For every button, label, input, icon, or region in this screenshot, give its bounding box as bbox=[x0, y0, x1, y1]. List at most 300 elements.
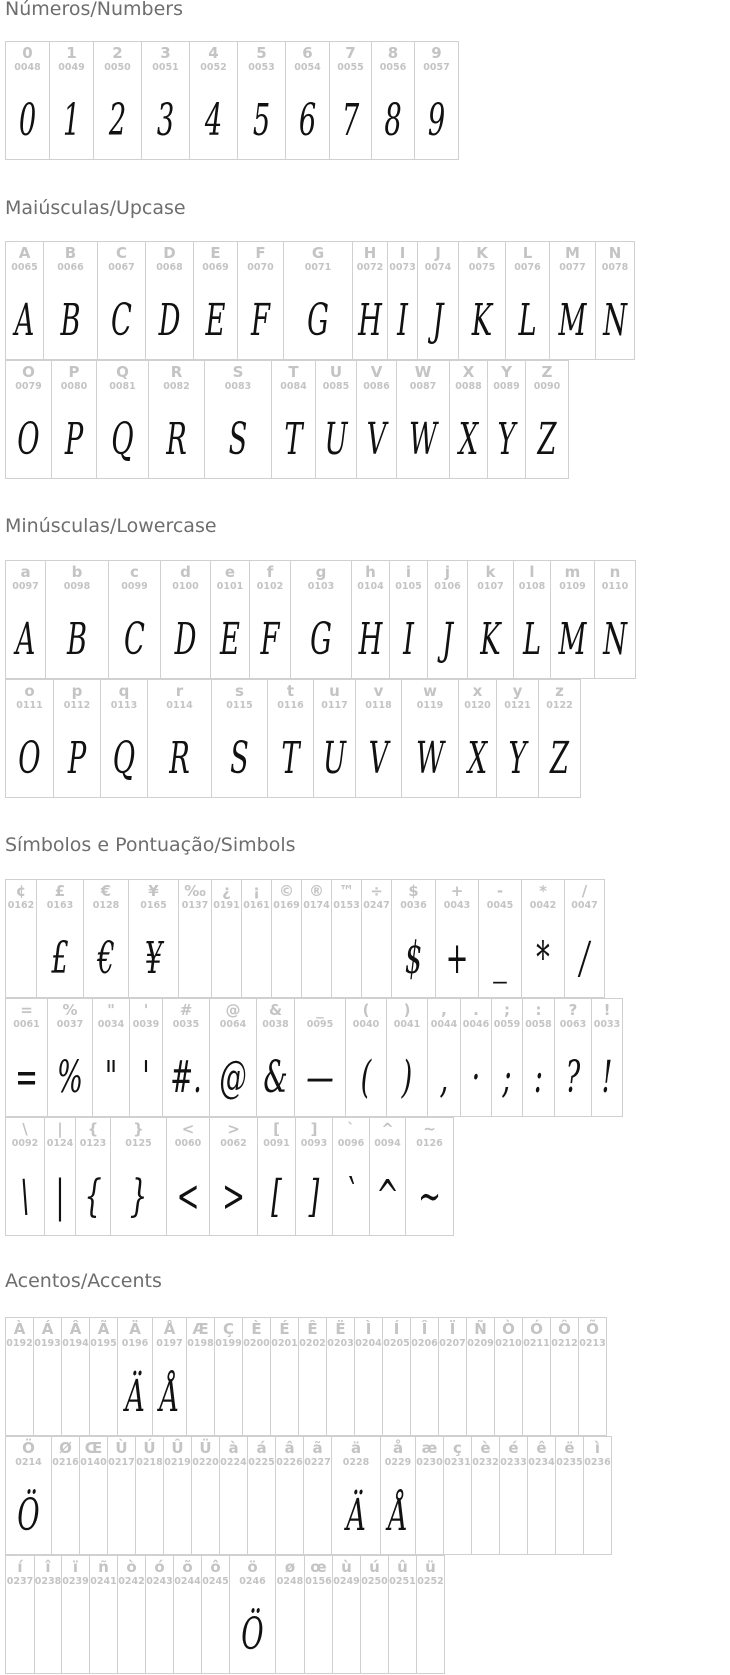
character-code: 0104 bbox=[357, 581, 384, 592]
glyph-cell bbox=[52, 1437, 80, 1555]
character-code: 0163 bbox=[46, 900, 74, 911]
character-label: Z bbox=[541, 363, 553, 381]
character-code: 0169 bbox=[273, 900, 300, 911]
glyph-cell bbox=[272, 361, 316, 479]
character-label: J bbox=[435, 244, 441, 262]
character-code: 0248 bbox=[276, 1576, 304, 1587]
glyph-cell bbox=[596, 242, 635, 360]
glyph-sample: X bbox=[467, 732, 488, 784]
character-code: 0117 bbox=[321, 700, 348, 711]
glyph-cell bbox=[190, 42, 238, 160]
glyph-sample: N bbox=[603, 613, 627, 665]
character-label: å bbox=[392, 1439, 404, 1457]
character-label: C bbox=[115, 244, 127, 262]
character-label: O bbox=[22, 363, 35, 381]
character-code: 0243 bbox=[146, 1576, 173, 1587]
character-label: Ù bbox=[115, 1439, 128, 1457]
character-label: ô bbox=[210, 1558, 221, 1576]
character-code: 0090 bbox=[533, 381, 561, 392]
glyph-cell bbox=[302, 880, 332, 998]
character-code: 0232 bbox=[472, 1457, 499, 1468]
glyph-cell bbox=[37, 880, 84, 998]
glyph-cell bbox=[556, 1437, 584, 1555]
glyph-cell bbox=[210, 999, 257, 1117]
character-label: Ü bbox=[199, 1439, 212, 1457]
character-code: 0047 bbox=[571, 900, 598, 911]
character-code: 0213 bbox=[579, 1338, 606, 1349]
character-label: i bbox=[405, 563, 412, 581]
character-code: 0109 bbox=[559, 581, 586, 592]
character-code: 0153 bbox=[333, 900, 360, 911]
glyph-cell bbox=[497, 680, 539, 798]
character-code: 0225 bbox=[248, 1457, 275, 1468]
character-label: ü bbox=[425, 1558, 436, 1576]
character-code: 0091 bbox=[263, 1138, 290, 1149]
character-label: % bbox=[62, 1001, 78, 1019]
glyph-cell bbox=[268, 680, 314, 798]
character-label: Ñ bbox=[474, 1320, 487, 1338]
glyph-cell bbox=[6, 1556, 35, 1674]
character-label: ö bbox=[247, 1558, 258, 1576]
character-code: 0140 bbox=[80, 1457, 107, 1468]
glyph-cell bbox=[584, 1437, 612, 1555]
character-code: 0110 bbox=[601, 581, 629, 592]
glyph-sample: R bbox=[166, 413, 187, 465]
character-label: ÷ bbox=[370, 882, 383, 900]
character-code: 0098 bbox=[63, 581, 91, 592]
character-label: á bbox=[256, 1439, 267, 1457]
character-code: 0228 bbox=[342, 1457, 370, 1468]
character-label: M bbox=[565, 244, 580, 262]
character-code: 0050 bbox=[104, 62, 131, 73]
character-label: m bbox=[564, 563, 581, 581]
glyph-cell bbox=[187, 1318, 215, 1436]
character-code: 0245 bbox=[202, 1576, 229, 1587]
character-label: c bbox=[130, 563, 139, 581]
glyph-cell bbox=[459, 242, 506, 360]
glyph-cell bbox=[98, 242, 146, 360]
character-code: 0099 bbox=[121, 581, 148, 592]
character-code: 0237 bbox=[6, 1576, 34, 1587]
character-code: 0128 bbox=[92, 900, 120, 911]
glyph-sample: O bbox=[17, 413, 40, 465]
glyph-cell bbox=[35, 1556, 62, 1674]
glyph-cell bbox=[163, 999, 210, 1117]
character-code: 0122 bbox=[546, 700, 573, 711]
character-label: [ bbox=[273, 1120, 280, 1138]
glyph-sample: ! bbox=[601, 1051, 613, 1103]
character-code: 0036 bbox=[400, 900, 427, 911]
glyph-cell bbox=[353, 242, 388, 360]
glyph-sample: U bbox=[324, 413, 348, 465]
glyph-sample: 4 bbox=[204, 94, 223, 146]
character-code: 0234 bbox=[528, 1457, 555, 1468]
character-code: 0196 bbox=[121, 1338, 149, 1349]
glyph-cell bbox=[90, 1318, 118, 1436]
character-code: 0114 bbox=[166, 700, 193, 711]
character-label: ¥ bbox=[148, 882, 159, 900]
character-code: 0055 bbox=[337, 62, 364, 73]
glyph-sample: $ bbox=[404, 932, 423, 984]
character-code: 0076 bbox=[514, 262, 541, 273]
character-label: Ì bbox=[365, 1320, 372, 1338]
character-label: Ä bbox=[129, 1320, 141, 1338]
glyph-cell bbox=[468, 561, 514, 679]
character-label: â bbox=[284, 1439, 295, 1457]
glyph-sample: 7 bbox=[341, 94, 360, 146]
character-label: 2 bbox=[112, 44, 123, 62]
character-code: 0105 bbox=[395, 581, 422, 592]
character-code: 0205 bbox=[383, 1338, 410, 1349]
character-label: Ç bbox=[222, 1320, 234, 1338]
character-label: € bbox=[100, 882, 112, 900]
character-label: œ bbox=[310, 1558, 327, 1576]
character-code: 0244 bbox=[174, 1576, 201, 1587]
glyph-cell bbox=[211, 561, 250, 679]
character-label: ç bbox=[453, 1439, 462, 1457]
character-label: q bbox=[118, 682, 130, 700]
glyph-cell bbox=[528, 1437, 556, 1555]
character-code: 0035 bbox=[172, 1019, 200, 1030]
character-label: 1 bbox=[66, 44, 77, 62]
character-label: P bbox=[68, 363, 80, 381]
glyph-row bbox=[5, 879, 605, 998]
glyph-cell bbox=[372, 42, 415, 160]
character-label: 7 bbox=[345, 44, 356, 62]
glyph-cell bbox=[355, 1318, 383, 1436]
glyph-sample: P bbox=[67, 732, 87, 784]
glyph-cell bbox=[333, 1118, 370, 1236]
character-code: 0161 bbox=[243, 900, 270, 911]
character-label: î bbox=[45, 1558, 51, 1576]
character-label: w bbox=[423, 682, 437, 700]
character-code: 0124 bbox=[46, 1138, 74, 1149]
glyph-cell bbox=[50, 42, 94, 160]
character-code: 0102 bbox=[256, 581, 284, 592]
character-label: ò bbox=[126, 1558, 137, 1576]
glyph-sample: Ä bbox=[346, 1489, 366, 1541]
glyph-cell bbox=[314, 680, 356, 798]
character-code: 0156 bbox=[305, 1576, 332, 1587]
character-label: À bbox=[13, 1320, 26, 1338]
glyph-sample: A bbox=[15, 613, 36, 665]
glyph-cell bbox=[258, 1118, 296, 1236]
glyph-cell bbox=[44, 242, 98, 360]
character-label: _ bbox=[316, 1001, 324, 1019]
character-code: 0068 bbox=[156, 262, 183, 273]
glyph-cell bbox=[272, 880, 302, 998]
glyph-sample: W bbox=[415, 732, 445, 784]
character-label: a bbox=[20, 563, 31, 581]
glyph-row bbox=[5, 1317, 607, 1436]
character-label: Í bbox=[393, 1320, 400, 1338]
glyph-cell bbox=[352, 561, 390, 679]
glyph-sample: } bbox=[129, 1170, 148, 1222]
character-label: " bbox=[107, 1001, 115, 1019]
character-label: ] bbox=[310, 1120, 318, 1138]
character-code: 0123 bbox=[79, 1138, 107, 1149]
glyph-sample: = bbox=[15, 1051, 38, 1103]
glyph-sample: Z bbox=[550, 732, 569, 784]
character-code: 0206 bbox=[411, 1338, 438, 1349]
glyph-cell bbox=[514, 561, 551, 679]
character-code: 0239 bbox=[62, 1576, 89, 1587]
glyph-cell bbox=[415, 42, 459, 160]
glyph-cell bbox=[97, 361, 149, 479]
glyph-cell bbox=[6, 1437, 52, 1555]
character-label: G bbox=[311, 244, 325, 262]
character-label: æ bbox=[421, 1439, 438, 1457]
glyph-cell bbox=[164, 1437, 192, 1555]
glyph-cell bbox=[118, 1318, 153, 1436]
character-code: 0197 bbox=[156, 1338, 183, 1349]
character-label: ¢ bbox=[15, 882, 27, 900]
glyph-sample: 8 bbox=[384, 94, 402, 146]
character-code: 0057 bbox=[423, 62, 450, 73]
glyph-sample: £ bbox=[51, 932, 69, 984]
character-code: 0034 bbox=[97, 1019, 125, 1030]
character-code: 0202 bbox=[299, 1338, 326, 1349]
glyph-sample: X bbox=[458, 413, 479, 465]
glyph-cell bbox=[146, 1556, 174, 1674]
glyph-sample: P bbox=[64, 413, 84, 465]
character-label: ! bbox=[603, 1001, 611, 1019]
character-label: ä bbox=[350, 1439, 362, 1457]
character-code: 0231 bbox=[444, 1457, 471, 1468]
glyph-sample: B bbox=[60, 294, 81, 346]
character-code: 0061 bbox=[13, 1019, 40, 1030]
character-label: Â bbox=[69, 1320, 82, 1338]
glyph-sample: { bbox=[84, 1170, 102, 1222]
glyph-sample: E bbox=[205, 294, 226, 346]
character-label: x bbox=[472, 682, 483, 700]
character-label: j bbox=[444, 563, 451, 581]
character-label: : bbox=[535, 1001, 542, 1019]
character-label: Á bbox=[41, 1320, 54, 1338]
character-code: 0092 bbox=[11, 1138, 39, 1149]
glyph-cell bbox=[194, 242, 238, 360]
character-code: 0086 bbox=[363, 381, 390, 392]
character-code: 0080 bbox=[60, 381, 88, 392]
glyph-cell bbox=[84, 880, 129, 998]
character-label: X bbox=[462, 363, 475, 381]
glyph-cell bbox=[146, 242, 194, 360]
glyph-sample: 1 bbox=[62, 94, 81, 146]
character-label: + bbox=[450, 882, 464, 900]
glyph-cell bbox=[6, 1118, 45, 1236]
character-code: 0065 bbox=[11, 262, 38, 273]
character-code: 0043 bbox=[443, 900, 471, 911]
glyph-cell bbox=[48, 999, 93, 1117]
character-label: * bbox=[539, 882, 547, 900]
glyph-sample: Z bbox=[537, 413, 557, 465]
character-code: 0077 bbox=[559, 262, 586, 273]
character-code: 0072 bbox=[356, 262, 384, 273]
character-label: ó bbox=[154, 1558, 165, 1576]
character-code: 0247 bbox=[363, 900, 390, 911]
glyph-sample: ( bbox=[360, 1051, 372, 1103]
character-code: 0052 bbox=[200, 62, 227, 73]
character-code: 0229 bbox=[384, 1457, 412, 1468]
character-code: 0174 bbox=[303, 900, 330, 911]
character-label: T bbox=[288, 363, 299, 381]
glyph-row bbox=[5, 41, 459, 160]
character-code: 0054 bbox=[294, 62, 321, 73]
section-title: Minúsculas/Lowercase bbox=[5, 515, 217, 537]
character-label: Ö bbox=[22, 1439, 35, 1457]
glyph-cell bbox=[142, 42, 190, 160]
glyph-cell bbox=[238, 242, 284, 360]
character-label: L bbox=[522, 244, 533, 262]
glyph-cell bbox=[299, 1318, 327, 1436]
glyph-cell bbox=[108, 1437, 136, 1555]
character-code: 0214 bbox=[15, 1457, 42, 1468]
glyph-cell bbox=[174, 1556, 202, 1674]
character-code: 0048 bbox=[14, 62, 41, 73]
glyph-cell bbox=[416, 1437, 444, 1555]
character-label: è bbox=[480, 1439, 491, 1457]
glyph-sample: Q bbox=[111, 413, 134, 465]
character-label: õ bbox=[182, 1558, 193, 1576]
character-code: 0246 bbox=[239, 1576, 266, 1587]
character-label: ; bbox=[504, 1001, 510, 1019]
character-label: ) bbox=[403, 1001, 411, 1019]
glyph-sample: I bbox=[397, 294, 408, 346]
character-label: ñ bbox=[98, 1558, 109, 1576]
character-code: 0094 bbox=[374, 1138, 401, 1149]
character-code: 0079 bbox=[15, 381, 42, 392]
character-code: 0084 bbox=[280, 381, 307, 392]
character-label: 9 bbox=[431, 44, 442, 62]
character-label: Ú bbox=[143, 1439, 156, 1457]
glyph-cell bbox=[296, 1118, 333, 1236]
character-code: 0049 bbox=[58, 62, 85, 73]
character-code: 0042 bbox=[529, 900, 557, 911]
glyph-cell bbox=[439, 1318, 467, 1436]
character-label: ê bbox=[536, 1439, 547, 1457]
glyph-sample: S bbox=[228, 413, 248, 465]
glyph-cell bbox=[62, 1318, 90, 1436]
character-code: 0041 bbox=[393, 1019, 421, 1030]
character-code: 0217 bbox=[108, 1457, 135, 1468]
glyph-cell bbox=[286, 42, 330, 160]
character-label: Ã bbox=[97, 1320, 110, 1338]
character-label: o bbox=[24, 682, 35, 700]
glyph-sample: — bbox=[306, 1051, 334, 1103]
character-code: 0088 bbox=[455, 381, 482, 392]
character-code: 0126 bbox=[416, 1138, 443, 1149]
glyph-cell bbox=[6, 1318, 34, 1436]
glyph-cell bbox=[46, 561, 109, 679]
glyph-cell bbox=[80, 1437, 108, 1555]
character-code: 0194 bbox=[62, 1338, 89, 1349]
glyph-cell bbox=[316, 361, 357, 479]
character-code: 0204 bbox=[355, 1338, 382, 1349]
character-label: Ø bbox=[59, 1439, 72, 1457]
glyph-sample: @ bbox=[219, 1051, 247, 1103]
glyph-cell bbox=[472, 1437, 500, 1555]
glyph-sample: ^ bbox=[376, 1170, 399, 1222]
glyph-sample: K bbox=[471, 294, 493, 346]
character-label: ? bbox=[568, 1001, 578, 1019]
character-code: 0074 bbox=[424, 262, 452, 273]
glyph-cell bbox=[459, 680, 497, 798]
character-label: d bbox=[180, 563, 191, 581]
character-code: 0112 bbox=[63, 700, 91, 711]
character-code: 0111 bbox=[16, 700, 43, 711]
character-label: ‰ bbox=[184, 882, 206, 900]
character-label: < bbox=[181, 1120, 195, 1138]
character-code: 0083 bbox=[224, 381, 252, 392]
character-code: 0162 bbox=[7, 900, 35, 911]
glyph-cell bbox=[304, 1437, 332, 1555]
character-label: ì bbox=[594, 1439, 601, 1457]
character-label: Œ bbox=[84, 1439, 103, 1457]
character-code: 0060 bbox=[174, 1138, 202, 1149]
glyph-cell bbox=[523, 999, 555, 1117]
glyph-cell bbox=[526, 361, 569, 479]
glyph-cell bbox=[500, 1437, 528, 1555]
glyph-sample: ¥ bbox=[144, 932, 163, 984]
glyph-cell bbox=[397, 361, 450, 479]
character-label: ï bbox=[72, 1558, 79, 1576]
glyph-sample: D bbox=[174, 613, 197, 665]
glyph-cell bbox=[161, 561, 211, 679]
glyph-cell bbox=[551, 1318, 579, 1436]
character-label: à bbox=[228, 1439, 239, 1457]
character-code: 0039 bbox=[132, 1019, 160, 1030]
glyph-sample: Ö bbox=[241, 1608, 264, 1660]
character-code: 0093 bbox=[300, 1138, 328, 1149]
character-code: 0212 bbox=[551, 1338, 578, 1349]
glyph-cell bbox=[461, 999, 492, 1117]
glyph-cell bbox=[6, 680, 54, 798]
character-label: S bbox=[232, 363, 244, 381]
character-code: 0249 bbox=[333, 1576, 360, 1587]
glyph-row bbox=[5, 560, 636, 679]
glyph-sample: 5 bbox=[252, 94, 271, 146]
character-label: l bbox=[529, 563, 535, 581]
character-code: 0040 bbox=[352, 1019, 380, 1030]
glyph-cell bbox=[210, 1118, 258, 1236]
character-code: 0216 bbox=[52, 1457, 79, 1468]
glyph-sample: € bbox=[97, 932, 115, 984]
glyph-sample: : bbox=[533, 1051, 544, 1103]
character-code: 0137 bbox=[181, 900, 209, 911]
glyph-sample: ' bbox=[142, 1051, 150, 1103]
character-code: 0230 bbox=[416, 1457, 443, 1468]
glyph-cell bbox=[595, 561, 636, 679]
character-label: E bbox=[210, 244, 221, 262]
character-code: 0115 bbox=[226, 700, 253, 711]
character-code: 0033 bbox=[593, 1019, 621, 1030]
glyph-sample: + bbox=[445, 932, 469, 984]
glyph-sample: N bbox=[603, 294, 627, 346]
glyph-sample: U bbox=[323, 732, 346, 784]
glyph-sample: T bbox=[281, 732, 300, 784]
character-code: 0120 bbox=[464, 700, 491, 711]
glyph-cell bbox=[332, 1437, 381, 1555]
character-label: . bbox=[473, 1001, 479, 1019]
glyph-sample: ; bbox=[502, 1051, 512, 1103]
character-label: | bbox=[57, 1120, 63, 1138]
character-label: t bbox=[286, 682, 295, 700]
glyph-sample: H bbox=[358, 294, 382, 346]
character-code: 0218 bbox=[136, 1457, 163, 1468]
glyph-cell bbox=[94, 42, 142, 160]
character-code: 0200 bbox=[243, 1338, 270, 1349]
glyph-cell bbox=[215, 1318, 243, 1436]
